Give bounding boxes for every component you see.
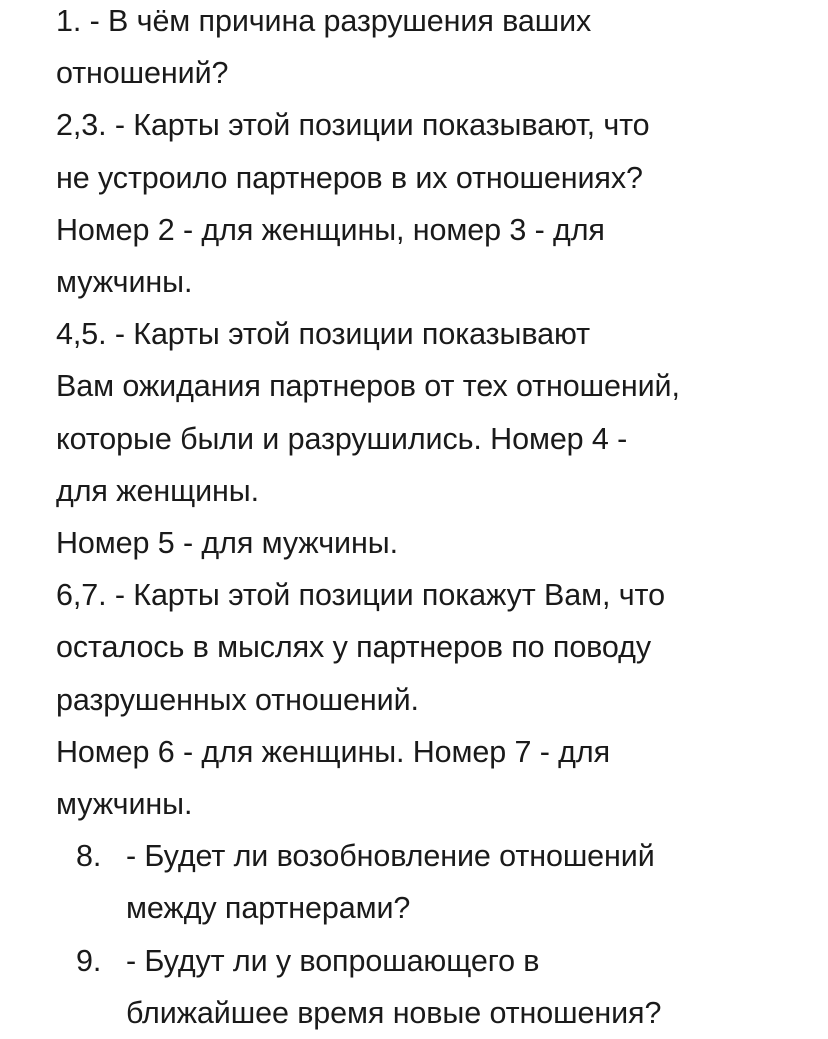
text-line: 6,7. - Карты этой позиции покажут Вам, что (56, 578, 665, 613)
note-text (56, 0, 806, 1039)
text-line: Вам ожидания партнеров от тех отношений, (56, 369, 680, 404)
text-line: Номер 5 - для мужчины. (56, 526, 398, 561)
list-item-text: - Будет ли возобновление отношений (126, 839, 655, 874)
text-line: осталось в мыслях у партнеров по поводу (56, 630, 651, 665)
list-item-text: между партнерами? (126, 891, 411, 926)
text-line: для женщины. (56, 473, 259, 508)
list-item-number: 8. (76, 839, 102, 874)
text-line: Номер 6 - для женщины. Номер 7 - для (56, 734, 610, 769)
text-line: 1. - В чём причина разрушения ваших (56, 4, 592, 38)
text-line: мужчины. (56, 265, 193, 300)
list-item-text: ближайшее время новые отношения? (126, 995, 662, 1030)
text-line: которые были и разрушились. Номер 4 - (56, 421, 628, 456)
text-line: мужчины. (56, 787, 193, 822)
text-line: 4,5. - Карты этой позиции показывают (56, 317, 590, 352)
list-item (56, 830, 806, 934)
numbered-list (56, 830, 806, 1039)
text-line: 2,3. - Карты этой позиции показывают, что (56, 108, 650, 143)
text-line: разрушенных отношений. (56, 682, 419, 717)
list-item-text: - Будут ли у вопрошающего в (126, 943, 540, 978)
list-item (56, 935, 806, 1039)
list-item-number: 9. (76, 943, 102, 978)
text-line: Номер 2 - для женщины, номер 3 - для (56, 212, 605, 247)
text-line: отношений? (56, 56, 229, 91)
text-line: не устроило партнеров в их отношениях? (56, 160, 643, 195)
